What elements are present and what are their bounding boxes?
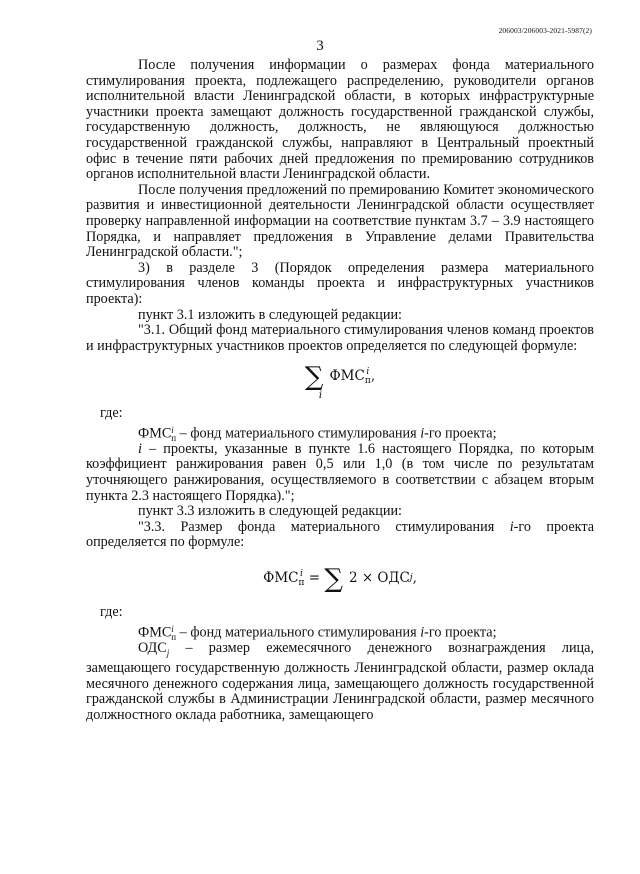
definition-fmc-1: ФМС i п – фонд материального стимулирования i-го проекта; bbox=[138, 424, 497, 443]
paragraph-7: "3.3. Размер фонда материального стимулирования i-го проекта определяется по формуле: bbox=[86, 518, 594, 551]
sum-sign-2: ∑ bbox=[324, 564, 343, 595]
paragraph-5: "3.1. Общий фонд материального стимулирования членов команд проектов и инфраструктурных участников проектов определяется по следующей формуле: bbox=[86, 322, 594, 354]
sum-sign: ∑ i bbox=[304, 362, 324, 402]
document-id: 206003/206003-2021-5987(2) bbox=[498, 26, 592, 35]
definition-odc: $ОДС_j$ – размер ежемесячного денежного вознаграждения лица, замещающего государственную должность Ленинградской области, размер оклада месячного денежного содержания лица, замещающего должность государственной гражданской службы в Администрации Ленинградской области, размер месячного должностного оклада работника, замещающего bbox=[86, 639, 594, 723]
paragraph-3: 3) в разделе 3 (Порядок определения размера материального стимулирования членов команды проекта и инфраструктурных участников проекта): bbox=[86, 259, 594, 307]
paragraph-1: После получения информации о размерах фонда материального стимулирования проекта, подлежащего распределению, руководители органов исполнительной власти Ленинградской области, в которых инфраструктурные участники проекта замещают должность государственной гражданской службы, государственную должность, должность, не являющуюся должностью государственной гражданской службы, направляют в Центральный проектный офис в течение пяти рабочих дней предложения по премированию сотрудников органов исполнительной власти Ленинградской области. bbox=[86, 57, 594, 183]
definition-i-projects: i – проекты, указанные в пункте 1.6 настоящего Порядка, по которым коэффициент ранжирования равен 0,5 или 1,0 (в том числе по результатам уточняющего ранжирования, осуществляемого в соответствии с абзацем вторым пункта 2.3 настоящего Порядка)."; bbox=[86, 440, 594, 504]
where-label-1: где: bbox=[100, 405, 123, 422]
paragraph-6: пункт 3.3 изложить в следующей редакции: bbox=[138, 503, 402, 520]
page-number: 3 bbox=[316, 38, 324, 54]
fmc-symbol-2: ФМС bbox=[263, 570, 299, 587]
definition-fmc-2: ФМС i п – фонд материального стимулирования i-го проекта; bbox=[138, 623, 497, 642]
fmc-symbol: ФМС bbox=[329, 368, 365, 385]
paragraph-4: пункт 3.1 изложить в следующей редакции: bbox=[138, 306, 402, 323]
formula-project-fund: ФМС i п = ∑ 2 × ОДС j , bbox=[263, 564, 417, 595]
where-label-2: где: bbox=[100, 604, 123, 621]
formula-total-fund: ∑ i ФМС i п , bbox=[304, 362, 376, 402]
document-body bbox=[86, 58, 594, 724]
paragraph-2: После получения предложений по премированию Комитет экономического развития и инвестиционной деятельности Ленинградской области осуществляет проверку направленной информации на соответствие пунктам 3.7 – 3.9 настоящего Порядка, и направляет предложения в Управление делами Правительства Ленинградской области."; bbox=[86, 181, 594, 261]
